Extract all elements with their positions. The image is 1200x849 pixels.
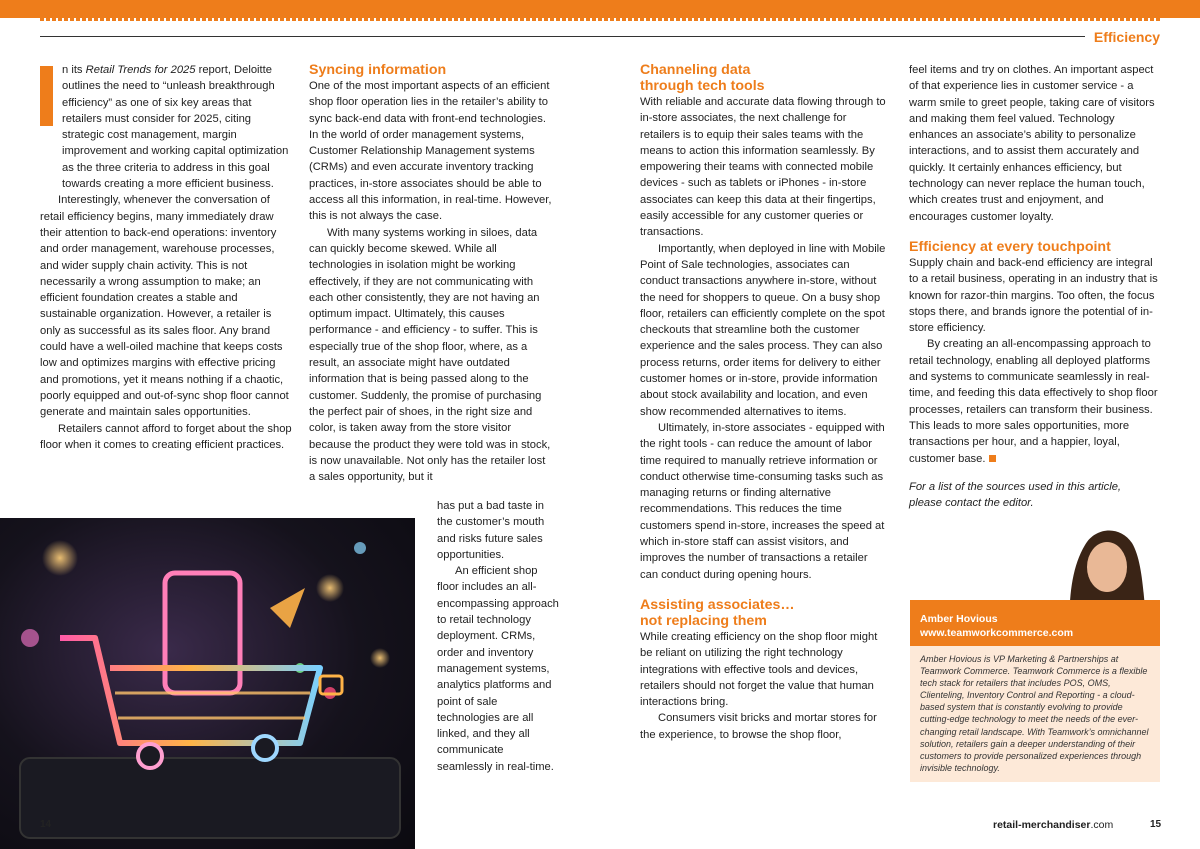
neon-cart-illustration xyxy=(0,518,415,849)
site-name: retail-merchandiser xyxy=(993,819,1091,831)
heading-assisting xyxy=(640,597,887,629)
page-number-right: 15 xyxy=(1150,819,1162,830)
bio-header xyxy=(910,600,1160,646)
paragraph: has put a bad taste in the customer’s mouth and risks future sales opportunities. xyxy=(437,500,545,561)
paragraph: While creating efficiency on the shop floor might be reliant on utilizing the right technology integrations with effective tools and devices, retailers should not forget the value that human interactions bring. xyxy=(640,630,878,709)
closing-text: By creating an all-encompassing approach to retail technology, enabling all deployed platforms and systems to communicate seamlessly in real-time, and feeding this data effectively to shop floor processes, retailers can transform their business. This leads to more sales opportunities, more transactions per hour, and a happier, loyal, customer base. xyxy=(909,338,1158,465)
bio-text: Amber Hovious is VP Marketing & Partnerships at Teamwork Commerce. Teamwork Commerce is a flexible tech stack for retailers that includes POS, OMS, Clienteling, Inventory Control and Reporting - a cloud-based system that is constantly evolving to provide cutting-edge technology to meet the needs of the ever-changing retail landscape. With Teamwork’s omnichannel solution, retailers gain a deeper understanding of their customers to provide personalized experiences through invisible technology. xyxy=(910,646,1160,782)
intro-text-a: n its xyxy=(62,64,86,76)
page-number-left: 14 xyxy=(40,819,52,830)
paragraph: An efficient shop floor includes an all-encompassing approach to retail technology deployment. CRMs, order and inventory management systems, analytics platforms and point of sale technologies are all linked, and they all communicate seamlessly in real-time. xyxy=(437,565,559,773)
intro-paragraph xyxy=(40,62,292,192)
paragraph xyxy=(909,336,1161,466)
top-accent-stripe xyxy=(40,18,1160,21)
column-1 xyxy=(40,62,292,453)
paragraph: One of the most important aspects of an efficient shop floor operation lies in the retailer’s ability to sync back-end data with front-end technologies. In the world of order management systems, Customer Relationship Management systems (CRMs) and even accurate inventory tracking practices, in-store associates should be able to access all this information, in real-time. However, this is not always the case. xyxy=(309,80,552,223)
paragraph: Importantly, when deployed in line with Mobile Point of Sale technologies, associates can conduct transactions anywhere in-store, without the need for shoppers to queue. On a busy shop floor, retailers can efficiently complete on the spot checkouts that streamline both the customer experience and the sales process. They can also process returns, order items for delivery to either customer homes or in-store, provide information about stock availability and location, and even show recommended alternatives to items. xyxy=(640,242,886,418)
intro-text-b: report, Deloitte outlines the need to “unleash breakthrough efficiency” as one of six key areas that retailers must consider for 2025, citing strategic cost management, margin improvement and working capital optimization as the three criteria to address in this goal towards creating a more efficient business. xyxy=(62,64,289,191)
section-label: Efficiency xyxy=(1093,29,1160,45)
paragraph: Interestingly, whenever the conversation of retail efficiency begins, many immediately draw their attention to back-end operations: inventory and order management, warehouse processes, and wider supply chain activity. This is not necessarily a wrong assumption to make; an efficient foundation creates a stable and sustainable organization. However, a retailer is only as successful as its sales floor. Any brand could have a well-oiled machine that keeps costs low and optimizes margins with effective pricing and promotions, yet it means nothing if a chaotic, poorly equipped and out-of-sync shop floor cannot generate and maintain sales opportunities. xyxy=(40,194,289,419)
heading-touchpoint: Efficiency at every touchpoint xyxy=(909,238,1111,255)
column-2 xyxy=(309,62,554,485)
column-4 xyxy=(909,62,1161,511)
heading-line-1: Assisting associates… xyxy=(640,596,795,613)
paragraph: feel items and try on clothes. An important aspect of that experience lies in customer service - a warm smile to greet people, taking care of visitors and making them feel valued. Technology enhances an associate’s ability to personalize interactions, and to assist them accurately and quickly. It certainly enhances efficiency, but technology can never replace the human touch, which creates trust and enjoyment, and encourages customer loyalty. xyxy=(909,64,1155,223)
end-mark-icon xyxy=(989,455,996,462)
footer-site xyxy=(993,819,1113,831)
author-website: www.teamworkcommerce.com xyxy=(920,627,1074,639)
author-bio-box xyxy=(910,600,1160,782)
report-title: Retail Trends for 2025 xyxy=(85,64,196,76)
shopping-cart-image xyxy=(0,518,415,849)
heading-line-1: Channeling data xyxy=(640,62,751,78)
paragraph: Retailers cannot afford to forget about the shop floor when it comes to creating efficient practices. xyxy=(40,422,292,451)
top-accent-bar xyxy=(0,0,1200,18)
heading-syncing: Syncing information xyxy=(309,62,447,78)
paragraph: With many systems working in siloes, data can quickly become skewed. While all technologies in isolation might be working effectively, if they are not communicating with each other consistently, they are not having an optimum impact. Ultimately, this causes performance - and efficiency - to suffer. This is especially true of the shop floor, where, as a result, an associate might have outdated information that is being passed along to the customer. Suddenly, the promise of purchasing the perfect pair of shoes, in the right size and color, is taken away from the store visitor because the product they were told was in stock, is now unavailable. Not only has the retailer lost a sales opportunity, but it xyxy=(309,226,551,484)
paragraph: Consumers visit bricks and mortar stores for the experience, to browse the shop floor, xyxy=(640,712,877,741)
sources-note: For a list of the sources used in this article, please contact the editor. xyxy=(909,480,1122,510)
paragraph: With reliable and accurate data flowing through to in-store associates, the next challenge for retailers is to equip their sales teams with the means to action this information seamlessly. By empowering their teams with connected mobile devices - such as tablets or iPhones - in-store associates can keep this data at their fingertips, easily accessible for any customer queries or transactions. xyxy=(640,96,886,239)
header-rule xyxy=(40,36,1085,37)
author-name: Amber Hovious xyxy=(920,613,998,625)
site-tld: .com xyxy=(1090,819,1114,831)
paragraph: Ultimately, in-store associates - equipped with the right tools - can reduce the amount of labor time required to manually retrieve information or conduct otherwise time-consuming tasks such as managing returns or finding alternative recommendations. This reduces the time customers spend in-store, increases the speed at which in-store staff can assist visitors, and improves the number of transactions a retailer can conduct during opening hours. xyxy=(640,421,885,581)
paragraph: Supply chain and back-end efficiency are integral to a retail business, operating in an industry that is known for razor-thin margins. Too often, the focus stops there, and brands ignore the potential of in-store efficiency. xyxy=(909,256,1158,335)
column-3 xyxy=(640,62,887,743)
heading-line-2: not replacing them xyxy=(640,612,767,629)
heading-line-2: through tech tools xyxy=(640,78,765,94)
column-2-continued xyxy=(437,498,559,775)
heading-channeling xyxy=(640,62,887,94)
